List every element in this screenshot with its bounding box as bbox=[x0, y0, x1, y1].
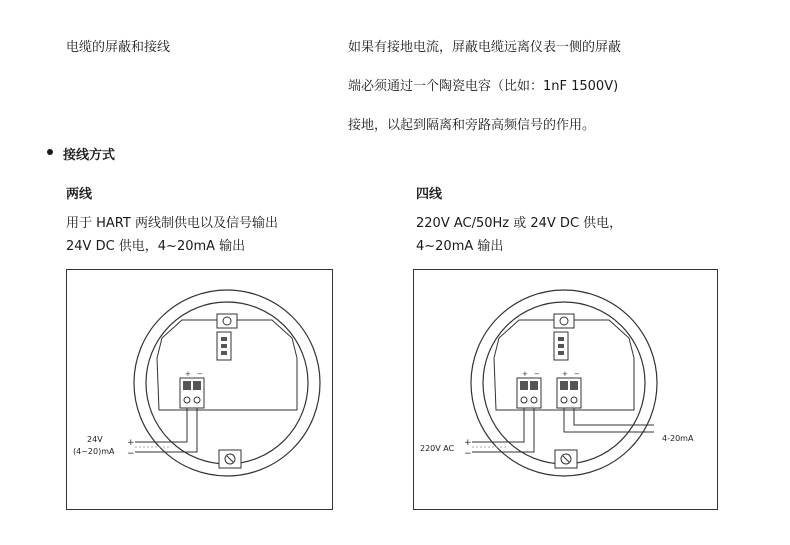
signal-wire-plus bbox=[564, 408, 654, 432]
four-wire-title: 四线 bbox=[416, 187, 443, 202]
four-wire-diagram-svg bbox=[414, 270, 717, 509]
plus-sign: + bbox=[127, 438, 135, 448]
two-wire-title: 两线 bbox=[66, 187, 93, 202]
wiring-heading: 接线方式 bbox=[63, 148, 116, 163]
four-wire-diagram bbox=[413, 269, 718, 510]
four-wire-line2: 4~20mA 输出 bbox=[416, 239, 504, 254]
board-tab bbox=[217, 314, 237, 328]
power-plus-sign: + bbox=[464, 438, 472, 448]
power-wire-plus bbox=[472, 408, 524, 442]
two-wire-current-label: (4~20)mA bbox=[73, 447, 115, 456]
power-minus-sign: − bbox=[464, 449, 472, 459]
two-wire-diagram-svg bbox=[67, 270, 332, 509]
two-wire-voltage-label: 24V bbox=[87, 435, 103, 444]
power-terminal-plus-mark: + bbox=[522, 370, 528, 378]
four-wire-power-label: 220V AC bbox=[420, 444, 455, 453]
wire-minus bbox=[135, 408, 197, 452]
terminal-minus-mark: − bbox=[197, 370, 203, 378]
two-wire-line2: 24V DC 供电，4~20mA 输出 bbox=[66, 239, 246, 254]
terminal-plus-mark: + bbox=[185, 370, 191, 378]
board-tab bbox=[554, 314, 574, 328]
power-wire-minus bbox=[472, 408, 534, 452]
bullet-icon bbox=[47, 149, 53, 155]
shield-desc-line2: 端必须通过一个陶瓷电容（比如：1nF 1500V) bbox=[348, 79, 619, 94]
two-wire-diagram bbox=[66, 269, 333, 510]
wire-plus bbox=[135, 408, 187, 442]
signal-terminal-plus-mark: + bbox=[562, 370, 568, 378]
two-wire-line1: 用于 HART 两线制供电以及信号输出 bbox=[66, 216, 278, 231]
shield-desc-line1: 如果有接地电流，屏蔽电缆远离仪表一侧的屏蔽 bbox=[348, 40, 622, 55]
four-wire-signal-label: 4-20mA bbox=[662, 434, 694, 443]
power-terminal-minus-mark: − bbox=[534, 370, 540, 378]
signal-wire-minus bbox=[574, 408, 654, 425]
signal-terminal-minus-mark: − bbox=[574, 370, 580, 378]
shield-section-label: 电缆的屏蔽和接线 bbox=[66, 40, 171, 55]
minus-sign: − bbox=[127, 449, 135, 459]
four-wire-line1: 220V AC/50Hz 或 24V DC 供电， bbox=[416, 216, 623, 231]
shield-desc-line3: 接地，以起到隔离和旁路高频信号的作用。 bbox=[348, 118, 596, 133]
